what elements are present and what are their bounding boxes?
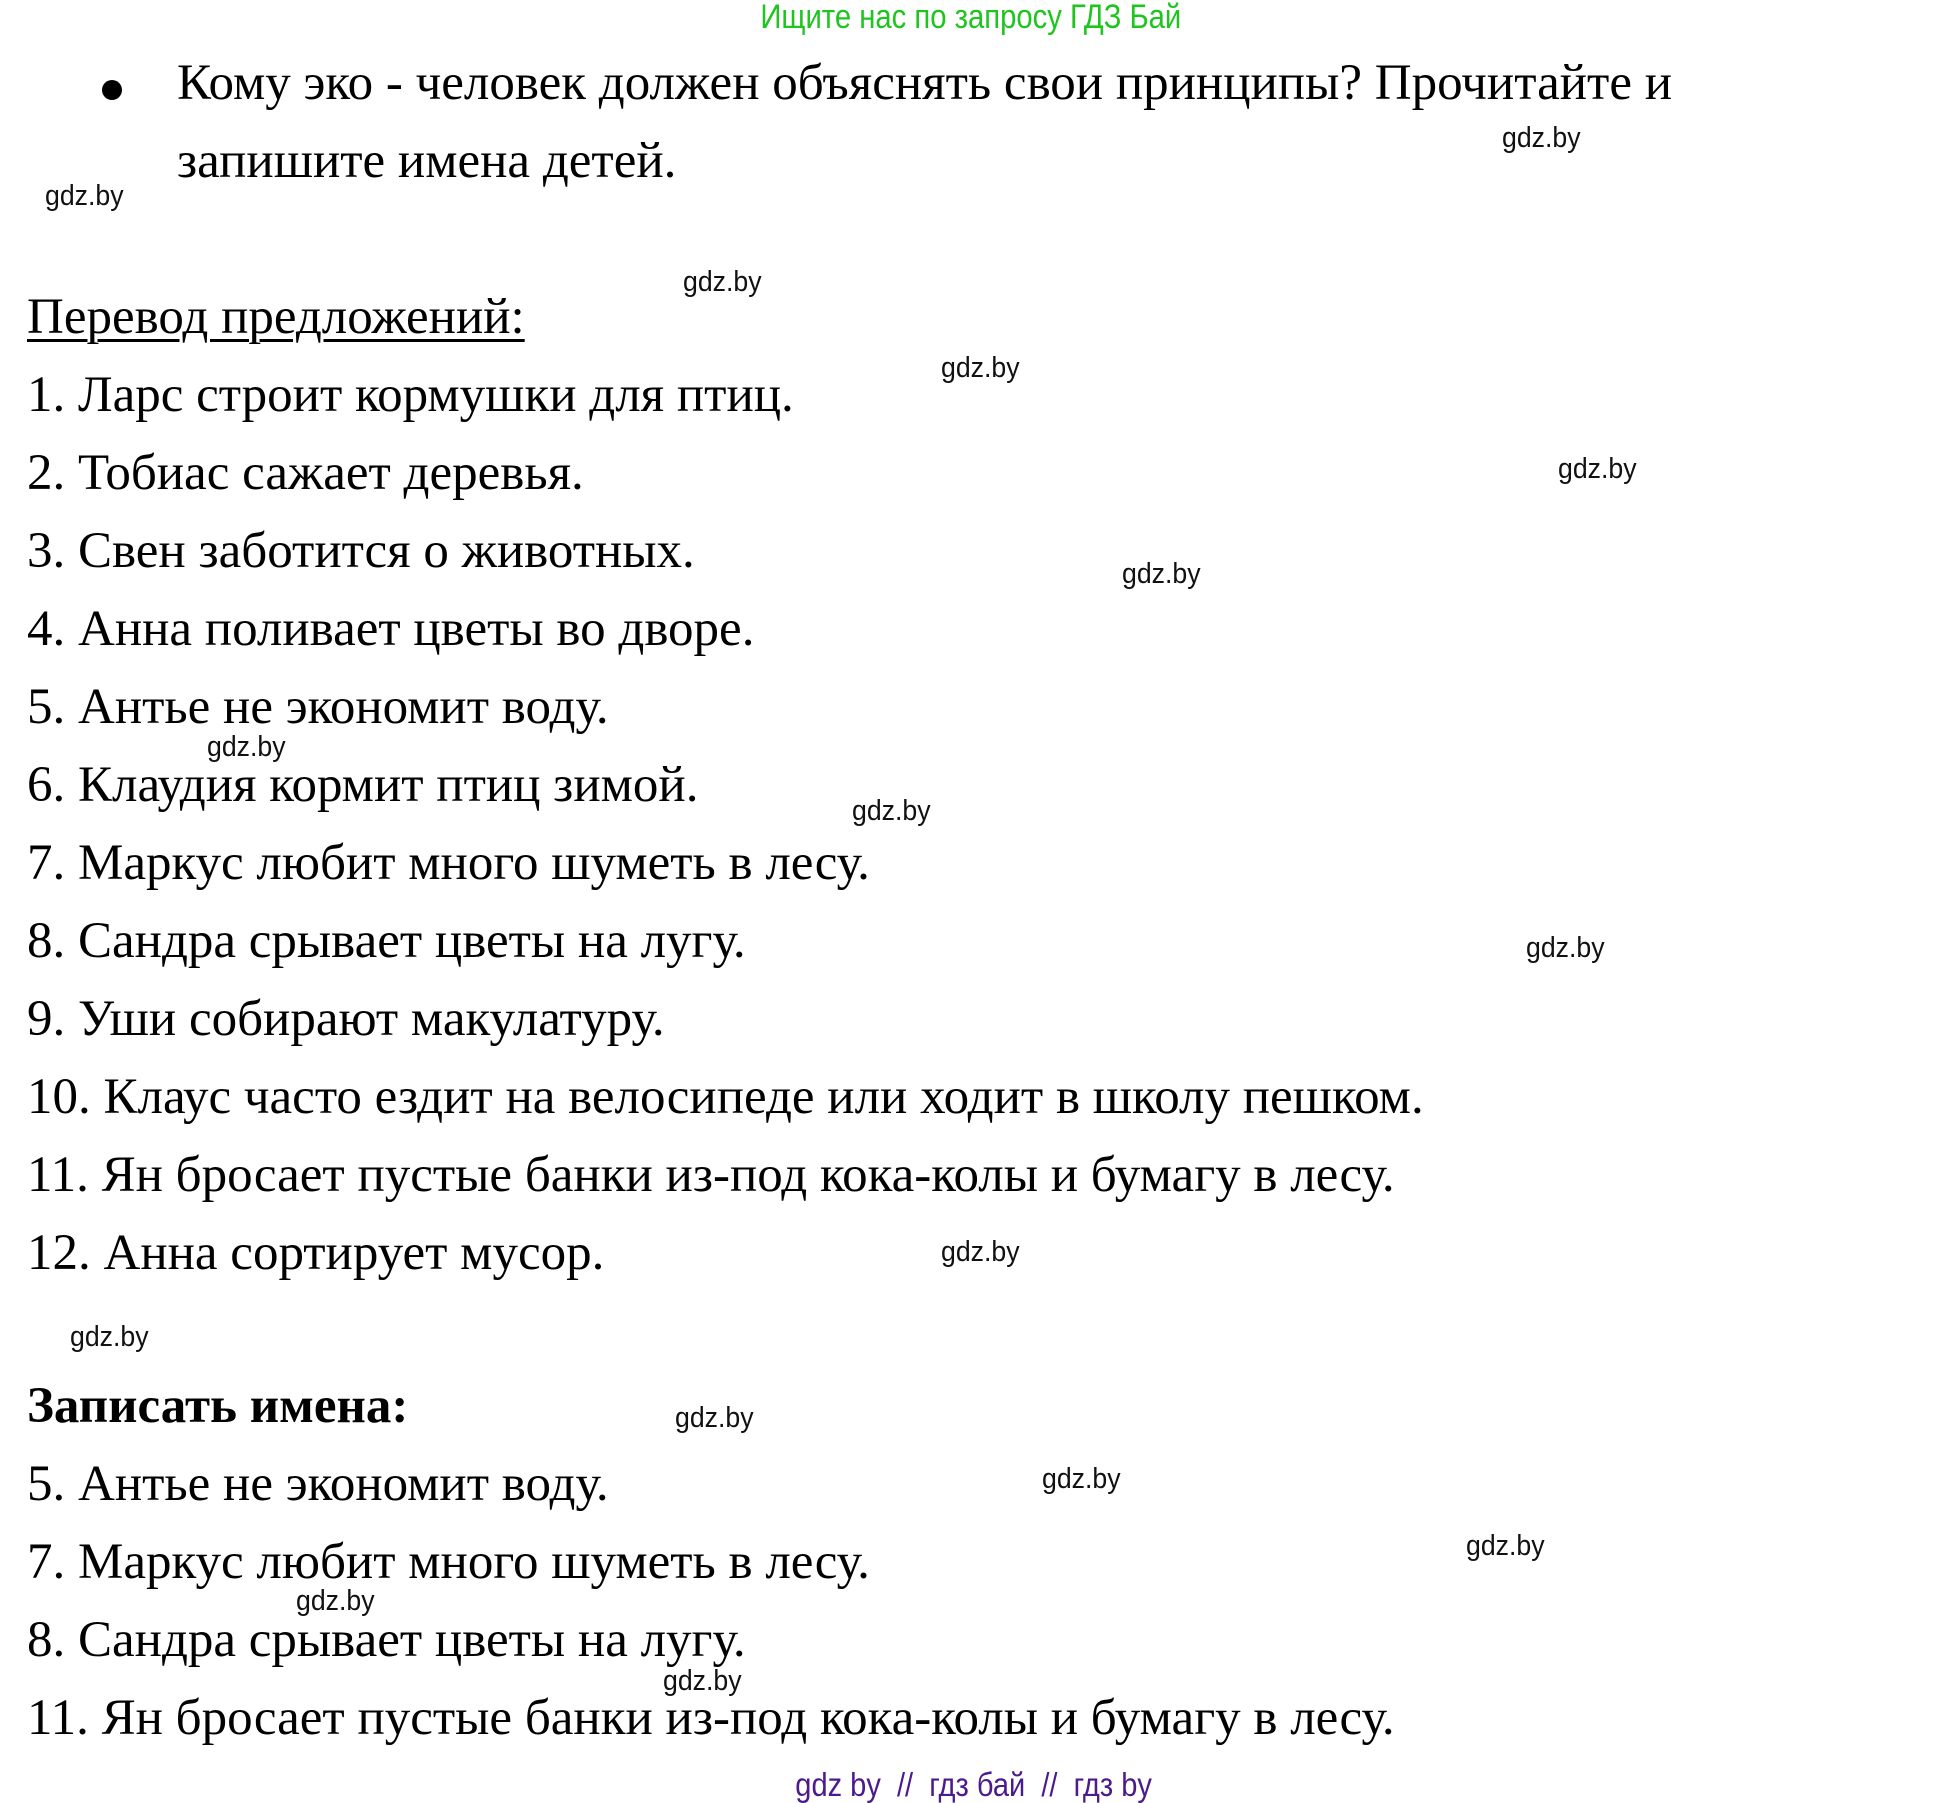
watermark: gdz.by	[1558, 453, 1637, 485]
watermark: gdz.by	[207, 731, 286, 763]
translation-item: 8. Сандра срывает цветы на лугу.	[27, 913, 746, 969]
names-item: 11. Ян бросает пустые банки из-под кока-колы и бумагу в лесу.	[27, 1690, 1395, 1746]
translation-item: 12. Анна сортирует мусор.	[27, 1225, 605, 1281]
watermark: gdz.by	[1526, 932, 1605, 964]
watermark: gdz.by	[683, 266, 762, 298]
top-banner: Ищите нас по запросу ГДЗ Бай	[760, 0, 1182, 36]
translation-item: 5. Антье не экономит воду.	[27, 679, 609, 735]
names-item: 8. Сандра срывает цветы на лугу.	[27, 1612, 746, 1668]
task-line-1: Кому эко - человек должен объяснять свои принципы? Прочитайте и	[177, 55, 1673, 111]
watermark: gdz.by	[675, 1402, 754, 1434]
watermark: gdz.by	[941, 1236, 1020, 1268]
task-line-2: запишите имена детей.	[177, 133, 677, 189]
watermark: gdz.by	[1466, 1530, 1545, 1562]
watermark: gdz.by	[663, 1665, 742, 1697]
bullet-icon	[102, 80, 122, 100]
footer-watermark: gdz by // гдз бай // гдз by	[795, 1766, 1152, 1803]
watermark: gdz.by	[1122, 558, 1201, 590]
translation-heading: Перевод предложений:	[27, 289, 525, 345]
watermark: gdz.by	[1502, 122, 1581, 154]
translation-item: 11. Ян бросает пустые банки из-под кока-колы и бумагу в лесу.	[27, 1147, 1395, 1203]
translation-item: 1. Ларс строит кормушки для птиц.	[27, 367, 794, 423]
names-item: 5. Антье не экономит воду.	[27, 1456, 609, 1512]
translation-item: 9. Уши собирают макулатуру.	[27, 991, 665, 1047]
watermark: gdz.by	[70, 1321, 149, 1353]
watermark: gdz.by	[45, 180, 124, 212]
names-heading: Записать имена:	[27, 1378, 409, 1434]
translation-item: 7. Маркус любит много шуметь в лесу.	[27, 835, 870, 891]
watermark: gdz.by	[296, 1585, 375, 1617]
watermark: gdz.by	[852, 795, 931, 827]
watermark: gdz.by	[941, 352, 1020, 384]
translation-item: 4. Анна поливает цветы во дворе.	[27, 601, 755, 657]
translation-item: 2. Тобиас сажает деревья.	[27, 445, 584, 501]
translation-item: 3. Свен заботится о животных.	[27, 523, 695, 579]
translation-item: 6. Клаудия кормит птиц зимой.	[27, 757, 699, 813]
names-item: 7. Маркус любит много шуметь в лесу.	[27, 1534, 870, 1590]
watermark: gdz.by	[1042, 1463, 1121, 1495]
translation-item: 10. Клаус часто ездит на велосипеде или ходит в школу пешком.	[27, 1069, 1424, 1125]
